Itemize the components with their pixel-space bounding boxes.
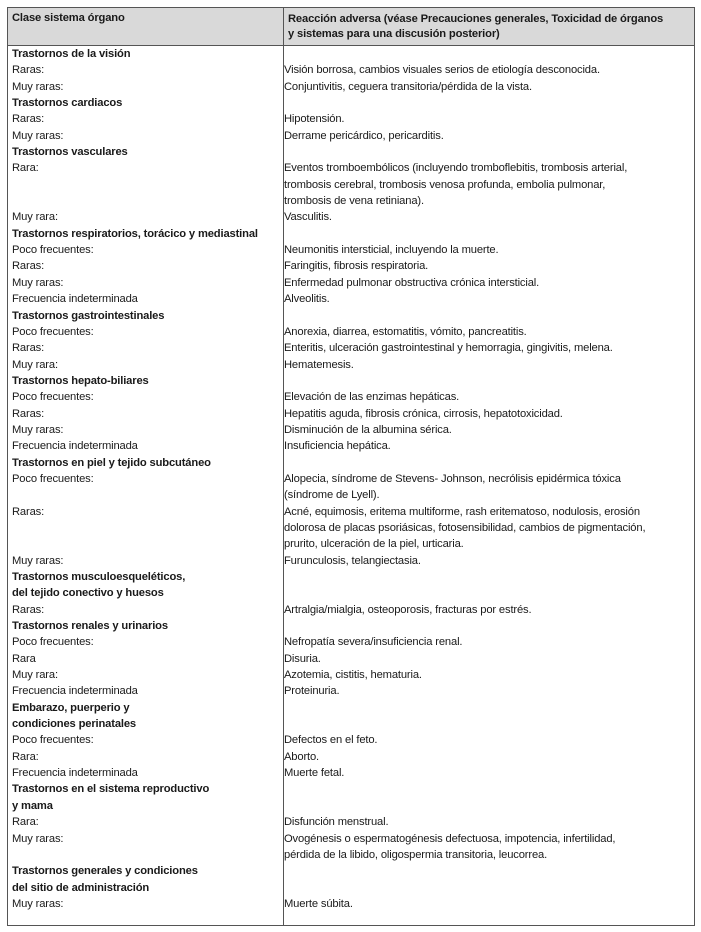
section-title-row bbox=[8, 95, 694, 111]
empty-cell bbox=[279, 95, 691, 111]
section-title-cell bbox=[8, 569, 279, 585]
frequency-cell bbox=[8, 602, 279, 618]
table-row bbox=[8, 471, 694, 504]
reaction-cell bbox=[279, 634, 691, 650]
section-title-row bbox=[8, 455, 694, 471]
table-row bbox=[8, 765, 694, 781]
table-row bbox=[8, 324, 694, 340]
frequency-cell bbox=[8, 258, 279, 274]
section-title: Trastornos generales y condiciones bbox=[12, 865, 198, 878]
reaction-cell bbox=[279, 406, 691, 422]
table-row bbox=[8, 553, 694, 569]
frequency-cell bbox=[8, 553, 279, 569]
empty-cell bbox=[279, 46, 691, 62]
reaction-text: Faringitis, fibrosis respiratoria. bbox=[284, 260, 429, 273]
reaction-text: Disuria. bbox=[284, 652, 321, 665]
header-col2-line: Reacción adversa (véase Precauciones generales, Toxicidad de órganos bbox=[288, 13, 664, 25]
reaction-text: Defectos en el feto. bbox=[284, 734, 378, 747]
table-row bbox=[8, 62, 694, 78]
reaction-text: Muerte súbita. bbox=[284, 897, 353, 910]
organ-class-section bbox=[8, 455, 694, 569]
frequency-label: Muy rara: bbox=[12, 669, 58, 682]
organ-class-section bbox=[8, 863, 694, 912]
reaction-cell bbox=[279, 683, 691, 699]
frequency-label: Raras: bbox=[12, 113, 45, 126]
table-row bbox=[8, 651, 694, 667]
reaction-text: Aborto. bbox=[284, 750, 320, 763]
frequency-label: Raras: bbox=[12, 407, 45, 420]
reaction-cell bbox=[279, 732, 691, 748]
section-title-cell bbox=[8, 226, 279, 242]
table-row bbox=[8, 160, 694, 209]
empty-cell bbox=[279, 716, 691, 732]
frequency-cell bbox=[8, 160, 279, 209]
frequency-cell bbox=[8, 79, 279, 95]
reaction-cell bbox=[279, 389, 691, 405]
frequency-cell bbox=[8, 896, 279, 912]
frequency-label: Muy rara: bbox=[12, 211, 58, 224]
frequency-cell bbox=[8, 242, 279, 258]
table-row bbox=[8, 291, 694, 307]
empty-cell bbox=[279, 700, 691, 716]
section-title-row bbox=[8, 716, 694, 732]
section-title-row bbox=[8, 880, 694, 896]
frequency-label: Raras: bbox=[12, 505, 45, 518]
section-title-row bbox=[8, 781, 694, 797]
section-title: Trastornos vasculares bbox=[12, 146, 128, 159]
frequency-cell bbox=[8, 667, 279, 683]
table-row bbox=[8, 504, 694, 553]
reaction-cell bbox=[279, 765, 691, 781]
frequency-cell bbox=[8, 651, 279, 667]
table-row bbox=[8, 896, 694, 912]
section-title: y mama bbox=[12, 799, 53, 812]
frequency-cell bbox=[8, 357, 279, 373]
frequency-label: Poco frecuentes: bbox=[12, 636, 94, 649]
reaction-text: (síndrome de Lyell). bbox=[284, 489, 380, 502]
table-row bbox=[8, 438, 694, 454]
frequency-label: Muy raras: bbox=[12, 129, 64, 142]
frequency-label: Poco frecuentes: bbox=[12, 734, 94, 747]
section-title-row bbox=[8, 569, 694, 585]
section-title-cell bbox=[8, 700, 279, 716]
section-title-row bbox=[8, 863, 694, 879]
frequency-label: Rara bbox=[12, 652, 36, 665]
frequency-label: Poco frecuentes: bbox=[12, 325, 94, 338]
reaction-cell bbox=[279, 422, 691, 438]
section-title-cell bbox=[8, 46, 279, 62]
frequency-cell bbox=[8, 340, 279, 356]
frequency-label: Raras: bbox=[12, 260, 45, 273]
reaction-text: pérdida de la libido, oligospermia transitoria, leucorrea. bbox=[284, 848, 548, 861]
table-row bbox=[8, 749, 694, 765]
section-title-cell bbox=[8, 880, 279, 896]
frequency-cell bbox=[8, 291, 279, 307]
frequency-label: Rara: bbox=[12, 162, 39, 175]
frequency-label: Muy raras: bbox=[12, 554, 64, 567]
reaction-cell bbox=[279, 258, 691, 274]
reaction-cell bbox=[279, 340, 691, 356]
section-title-cell bbox=[8, 373, 279, 389]
reaction-cell bbox=[279, 471, 691, 504]
empty-cell bbox=[279, 226, 691, 242]
frequency-label: Poco frecuentes: bbox=[12, 244, 94, 257]
section-title: Trastornos hepato-biliares bbox=[12, 374, 149, 387]
reaction-text: Azotemia, cistitis, hematuria. bbox=[284, 669, 422, 682]
table-row bbox=[8, 831, 694, 864]
frequency-cell bbox=[8, 275, 279, 291]
reaction-cell bbox=[279, 209, 691, 225]
table-header bbox=[8, 8, 694, 46]
empty-cell bbox=[279, 144, 691, 160]
section-title: Trastornos cardiacos bbox=[12, 97, 123, 110]
reaction-text: Hipotensión. bbox=[284, 113, 345, 126]
section-title-row bbox=[8, 700, 694, 716]
section-title: condiciones perinatales bbox=[12, 718, 137, 731]
reaction-text: Anorexia, diarrea, estomatitis, vómito, pancreatitis. bbox=[284, 325, 527, 338]
frequency-label: Muy raras: bbox=[12, 897, 64, 910]
empty-cell bbox=[279, 569, 691, 585]
reaction-text: Conjuntivitis, ceguera transitoria/pérdida de la vista. bbox=[284, 80, 532, 93]
reaction-cell bbox=[279, 357, 691, 373]
section-title-cell bbox=[8, 95, 279, 111]
frequency-cell bbox=[8, 634, 279, 650]
reaction-text: Ovogénesis o espermatogénesis defectuosa, impotencia, infertilidad, bbox=[284, 832, 616, 845]
reaction-cell bbox=[279, 111, 691, 127]
frequency-cell bbox=[8, 683, 279, 699]
reaction-text: Enteritis, ulceración gastrointestinal y hemorragia, gingivitis, melena. bbox=[284, 342, 613, 355]
table-row bbox=[8, 406, 694, 422]
frequency-label: Poco frecuentes: bbox=[12, 391, 94, 404]
reaction-cell bbox=[279, 896, 691, 912]
table-row bbox=[8, 683, 694, 699]
organ-class-section bbox=[8, 46, 694, 95]
reaction-text: Hematemesis. bbox=[284, 358, 354, 371]
section-title-row bbox=[8, 798, 694, 814]
table-body bbox=[8, 46, 694, 912]
reaction-text: Hepatitis aguda, fibrosis crónica, cirrosis, hepatotoxicidad. bbox=[284, 407, 563, 420]
section-title-cell bbox=[8, 455, 279, 471]
section-title: Trastornos en el sistema reproductivo bbox=[12, 783, 210, 796]
frequency-label: Frecuencia indeterminada bbox=[12, 767, 138, 780]
header-col-organ-class: Clase sistema órgano bbox=[12, 12, 125, 24]
reaction-text: Disminución de la albumina sérica. bbox=[284, 423, 452, 436]
frequency-label: Frecuencia indeterminada bbox=[12, 685, 138, 698]
reaction-text: prurito, ulceración de la piel, urticaria. bbox=[284, 538, 464, 551]
frequency-cell bbox=[8, 749, 279, 765]
header-col2-line: y sistemas para una discusión posterior) bbox=[288, 28, 500, 40]
reaction-cell bbox=[279, 438, 691, 454]
section-title-cell bbox=[8, 716, 279, 732]
table-row bbox=[8, 275, 694, 291]
frequency-label: Poco frecuentes: bbox=[12, 472, 94, 485]
reaction-text: Disfunción menstrual. bbox=[284, 816, 389, 829]
empty-cell bbox=[279, 880, 691, 896]
reaction-text: Muerte fetal. bbox=[284, 767, 345, 780]
organ-class-section bbox=[8, 373, 694, 455]
reaction-text: Alopecia, síndrome de Stevens- Johnson, necrólisis epidérmica tóxica bbox=[284, 472, 621, 485]
section-title: Trastornos renales y urinarios bbox=[12, 620, 168, 633]
reaction-cell bbox=[279, 504, 691, 553]
section-title-cell bbox=[8, 781, 279, 797]
reaction-text: dolorosa de placas psoriásicas, fotosensibilidad, cambios de pigmentación, bbox=[284, 521, 646, 534]
table-row bbox=[8, 814, 694, 830]
reaction-text: Furunculosis, telangiectasia. bbox=[284, 554, 421, 567]
frequency-cell bbox=[8, 471, 279, 504]
table-row bbox=[8, 209, 694, 225]
adverse-reactions-table bbox=[7, 7, 695, 926]
table-row bbox=[8, 634, 694, 650]
reaction-cell bbox=[279, 814, 691, 830]
frequency-cell bbox=[8, 438, 279, 454]
frequency-cell bbox=[8, 62, 279, 78]
reaction-cell bbox=[279, 749, 691, 765]
empty-cell bbox=[279, 308, 691, 324]
reaction-text: Derrame pericárdico, pericarditis. bbox=[284, 129, 444, 142]
section-title-row bbox=[8, 46, 694, 62]
section-title-cell bbox=[8, 798, 279, 814]
reaction-text: trombosis de vena retiniana). bbox=[284, 195, 424, 208]
table-row bbox=[8, 389, 694, 405]
reaction-text: Acné, equimosis, eritema multiforme, rash eritematoso, nodulosis, erosión bbox=[284, 505, 640, 518]
reaction-text: Alveolitis. bbox=[284, 293, 330, 306]
empty-cell bbox=[279, 781, 691, 797]
reaction-text: Vasculitis. bbox=[284, 211, 332, 224]
section-title: del sitio de administración bbox=[12, 881, 150, 894]
section-title-row bbox=[8, 226, 694, 242]
frequency-label: Rara: bbox=[12, 816, 39, 829]
frequency-label: Muy raras: bbox=[12, 276, 64, 289]
frequency-cell bbox=[8, 128, 279, 144]
frequency-label: Raras: bbox=[12, 603, 45, 616]
section-title: Embarazo, puerperio y bbox=[12, 701, 130, 714]
organ-class-section bbox=[8, 226, 694, 308]
table-row bbox=[8, 357, 694, 373]
section-title-row bbox=[8, 618, 694, 634]
reaction-cell bbox=[279, 160, 691, 209]
reaction-cell bbox=[279, 128, 691, 144]
section-title-cell bbox=[8, 618, 279, 634]
empty-cell bbox=[279, 863, 691, 879]
frequency-label: Raras: bbox=[12, 64, 45, 77]
reaction-text: Artralgia/mialgia, osteoporosis, fracturas por estrés. bbox=[284, 603, 532, 616]
reaction-cell bbox=[279, 831, 691, 864]
frequency-label: Frecuencia indeterminada bbox=[12, 440, 138, 453]
empty-cell bbox=[279, 618, 691, 634]
frequency-cell bbox=[8, 389, 279, 405]
reaction-cell bbox=[279, 602, 691, 618]
reaction-text: Nefropatía severa/insuficiencia renal. bbox=[284, 636, 463, 649]
organ-class-section bbox=[8, 618, 694, 700]
frequency-cell bbox=[8, 504, 279, 553]
table-row bbox=[8, 732, 694, 748]
section-title: Trastornos musculoesqueléticos, bbox=[12, 571, 186, 583]
table-row bbox=[8, 258, 694, 274]
organ-class-section bbox=[8, 308, 694, 373]
organ-class-section bbox=[8, 781, 694, 863]
section-title-cell bbox=[8, 863, 279, 879]
reaction-cell bbox=[279, 62, 691, 78]
frequency-cell bbox=[8, 406, 279, 422]
reaction-cell bbox=[279, 324, 691, 340]
reaction-text: Insuficiencia hepática. bbox=[284, 440, 391, 453]
frequency-cell bbox=[8, 765, 279, 781]
reaction-cell bbox=[279, 79, 691, 95]
frequency-label: Muy raras: bbox=[12, 832, 64, 845]
frequency-label: Muy raras: bbox=[12, 80, 64, 93]
reaction-text: Enfermedad pulmonar obstructiva crónica intersticial. bbox=[284, 276, 540, 289]
section-title: Trastornos gastrointestinales bbox=[12, 309, 165, 322]
frequency-cell bbox=[8, 831, 279, 864]
frequency-label: Raras: bbox=[12, 342, 45, 355]
section-title: Trastornos en piel y tejido subcutáneo bbox=[12, 456, 211, 469]
section-title-row bbox=[8, 144, 694, 160]
frequency-cell bbox=[8, 111, 279, 127]
frequency-cell bbox=[8, 422, 279, 438]
organ-class-section bbox=[8, 144, 694, 226]
table-row bbox=[8, 111, 694, 127]
reaction-text: Neumonitis intersticial, incluyendo la muerte. bbox=[284, 244, 499, 257]
frequency-cell bbox=[8, 814, 279, 830]
table-row bbox=[8, 422, 694, 438]
table-row bbox=[8, 79, 694, 95]
reaction-text: Proteinuria. bbox=[284, 685, 340, 698]
frequency-cell bbox=[8, 324, 279, 340]
reaction-cell bbox=[279, 291, 691, 307]
table-row bbox=[8, 128, 694, 144]
frequency-label: Rara: bbox=[12, 750, 39, 763]
reaction-cell bbox=[279, 242, 691, 258]
empty-cell bbox=[279, 373, 691, 389]
reaction-cell bbox=[279, 553, 691, 569]
frequency-cell bbox=[8, 732, 279, 748]
frequency-label: Muy rara: bbox=[12, 358, 58, 371]
section-title-row bbox=[8, 308, 694, 324]
reaction-text: Visión borrosa, cambios visuales serios de etiología desconocida. bbox=[284, 64, 600, 77]
frequency-label: Frecuencia indeterminada bbox=[12, 293, 138, 306]
section-title-cell bbox=[8, 308, 279, 324]
table-row bbox=[8, 242, 694, 258]
section-title: del tejido conectivo y huesos bbox=[12, 587, 164, 600]
section-title-row bbox=[8, 585, 694, 601]
section-title-row bbox=[8, 373, 694, 389]
reaction-text: trombosis cerebral, trombosis venosa profunda, embolia pulmonar, bbox=[284, 178, 606, 191]
table-row bbox=[8, 667, 694, 683]
header-col-adverse-reaction bbox=[288, 12, 688, 42]
section-title: Trastornos respiratorios, torácico y mediastinal bbox=[12, 227, 258, 240]
frequency-cell bbox=[8, 209, 279, 225]
organ-class-section bbox=[8, 700, 694, 782]
table-row bbox=[8, 340, 694, 356]
section-title-cell bbox=[8, 585, 279, 601]
table-row bbox=[8, 602, 694, 618]
organ-class-section bbox=[8, 95, 694, 144]
reaction-cell bbox=[279, 667, 691, 683]
empty-cell bbox=[279, 585, 691, 601]
reaction-text: Elevación de las enzimas hepáticas. bbox=[284, 391, 460, 404]
empty-cell bbox=[279, 798, 691, 814]
frequency-label: Muy raras: bbox=[12, 423, 64, 436]
empty-cell bbox=[279, 455, 691, 471]
reaction-cell bbox=[279, 275, 691, 291]
reaction-cell bbox=[279, 651, 691, 667]
organ-class-section bbox=[8, 569, 694, 618]
reaction-text: Eventos tromboembólicos (incluyendo tromboflebitis, trombosis arterial, bbox=[284, 162, 628, 175]
section-title: Trastornos de la visión bbox=[12, 48, 131, 60]
section-title-cell bbox=[8, 144, 279, 160]
